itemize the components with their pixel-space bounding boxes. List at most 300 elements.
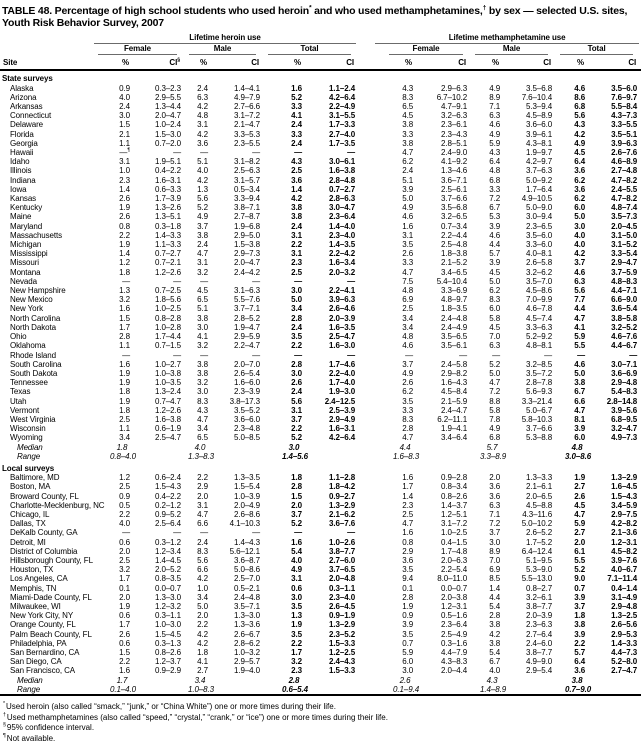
value-cell: 3.1–5.0 (611, 230, 638, 240)
site-cell: Orange County, FL (10, 620, 76, 630)
value-cell: 2.8 (402, 592, 414, 602)
value-cell: 3.7 (402, 359, 414, 369)
footnote-meth: †Used methamphetamines (also called “speed,” “crystal,” “crank,” or “ice”) one or more times during their life. (3, 711, 388, 722)
table-row (0, 547, 641, 556)
value-cell: 2.5–7.0 (234, 574, 260, 584)
value-cell: 3.5–7.3 (611, 212, 638, 222)
value-cell: 2.4–4.8 (234, 592, 260, 602)
site-cell: Kentucky (10, 203, 43, 213)
value-cell: 4.6 (402, 212, 414, 222)
value-cell: 3.6 (402, 555, 414, 565)
value-cell: 3.3 (291, 102, 302, 112)
value-cell: — (347, 528, 356, 538)
value-cell: 1.1 (119, 341, 130, 351)
value-cell: 1.9 (119, 396, 130, 406)
value-cell: 1.6–3.0 (329, 341, 356, 351)
value-cell: 3.9–7.6 (611, 555, 638, 565)
site-cell: Baltimore, MD (10, 473, 60, 483)
group-header-row (0, 33, 641, 44)
table-row (0, 473, 641, 482)
value-cell: 4.0–8.1 (526, 249, 553, 259)
value-cell: 4.7 (574, 313, 586, 323)
meth-group-header: Lifetime methamphetamine use (359, 33, 641, 44)
value-cell: 2.9–5.4 (526, 666, 553, 676)
value-cell: 8.3 (197, 546, 208, 556)
value-cell: 2.7–6.4 (526, 629, 553, 639)
summary-value-cell: 4.8 (571, 442, 583, 452)
value-cell: 3.7–7.1 (234, 304, 260, 314)
value-cell: 2.3–5.2 (329, 629, 356, 639)
value-cell: 2.6–6.7 (234, 629, 260, 639)
value-cell: 1.2 (119, 258, 130, 268)
value-cell: 2.0–3.9 (526, 611, 553, 621)
value-cell: 1.5–3.3 (329, 638, 356, 648)
value-cell: 4.9–10.5 (521, 194, 553, 204)
value-cell: — (122, 276, 130, 286)
value-cell: 4.2–8.2 (611, 519, 638, 529)
value-cell: 0.4–2.2 (155, 166, 181, 176)
value-cell: 1.5 (119, 648, 130, 657)
value-cell: 4.0 (197, 166, 208, 176)
value-cell: 1.9 (119, 368, 130, 378)
site-cell: Florida (10, 129, 34, 139)
value-cell: 5.5 (574, 555, 586, 565)
value-cell: 5.7 (489, 249, 501, 259)
value-cell: 1.3–2.6 (155, 203, 181, 213)
value-cell: 5.0 (489, 276, 501, 286)
value-cell: 5.0 (489, 368, 501, 378)
value-cell: 0.4–1.4 (611, 583, 638, 593)
value-cell: 6.8 (489, 433, 501, 443)
value-cell: — (294, 276, 302, 286)
site-cell: San Bernardino, CA (10, 648, 80, 657)
value-cell: 1.0–3.0 (155, 620, 181, 630)
summary-value-cell: 3.0 (288, 442, 300, 452)
value-cell: 4.9 (402, 368, 414, 378)
ci-footnote-marker: § (177, 57, 180, 64)
value-cell: 1.3–2.4 (155, 387, 181, 397)
value-cell: 2.0–3.2 (329, 267, 356, 277)
value-cell: 1.3–3.6 (234, 620, 260, 630)
table-row (0, 157, 641, 166)
value-cell: 2.6 (119, 212, 130, 222)
value-cell: 2.0 (489, 473, 501, 483)
value-cell: 1.4–4.5 (155, 555, 181, 565)
value-cell: 3.9 (402, 620, 414, 630)
value-cell: 3.6 (574, 184, 586, 194)
value-cell: 4.1 (197, 332, 208, 342)
value-cell: 4.7 (402, 519, 414, 529)
value-cell: 1.0–2.4 (155, 120, 181, 130)
table-row (0, 387, 641, 396)
value-cell: — (492, 350, 501, 360)
value-cell: 4.4–7.1 (611, 286, 638, 296)
value-cell: 3.1–8.2 (234, 157, 260, 167)
value-cell: 2.6–7.6 (611, 148, 638, 158)
value-cell: 4.9–7.9 (234, 92, 260, 102)
value-cell: 1.4 (489, 583, 501, 593)
site-cell: Vermont (10, 405, 40, 415)
value-cell: 4.2 (197, 638, 208, 648)
value-cell: 3.5–5.1 (611, 129, 638, 139)
value-cell: 1.6 (119, 666, 130, 676)
value-cell: — (173, 276, 181, 286)
value-cell: 5.0–8.6 (234, 565, 260, 575)
value-cell: 6.4–12.4 (521, 546, 553, 556)
value-cell: 3.7–6.6 (526, 424, 553, 434)
value-cell: 1.8 (574, 611, 586, 621)
value-cell: 2.9–4.9 (329, 414, 356, 424)
meth-female-header: Female (359, 44, 471, 55)
data-table (0, 33, 641, 696)
value-cell: 5.1 (402, 175, 414, 185)
value-cell: 4.7 (402, 267, 414, 277)
table-row (0, 323, 641, 332)
site-cell: Maryland (10, 221, 43, 231)
value-cell: 2.6–5.8 (526, 258, 553, 268)
value-cell: 4.3 (574, 120, 586, 130)
table-row (0, 556, 641, 565)
value-cell: 4.9 (291, 565, 302, 575)
value-cell: 1.0–3.2 (234, 648, 260, 657)
value-cell: 4.1 (291, 111, 302, 121)
site-cell: Tennessee (10, 378, 48, 388)
site-cell: New York City, NY (10, 611, 74, 621)
table-row (0, 222, 641, 231)
table-row (0, 166, 641, 175)
value-cell: 6.1 (574, 546, 586, 556)
value-cell: 1.7–6.4 (526, 184, 553, 194)
value-cell: 5.0 (402, 194, 414, 204)
value-cell: 5.5–7.6 (234, 295, 260, 305)
table-row (0, 528, 641, 537)
site-cell: Houston, TX (10, 565, 54, 575)
value-cell: 4.0 (291, 555, 302, 565)
site-cell: New York (10, 304, 43, 314)
title-line2: Youth Risk Behavior Survey, 2007 (2, 17, 164, 29)
value-cell: 7.6–10.4 (521, 92, 553, 102)
value-cell: 3.4 (197, 424, 208, 434)
value-cell: 3.0–6.1 (329, 157, 356, 167)
site-cell: DeKalb County, GA (10, 528, 78, 538)
value-cell: 4.7 (489, 378, 501, 388)
value-cell: 3.3–6.0 (526, 240, 553, 250)
value-cell: 0.9 (402, 611, 414, 621)
value-cell: 5.2 (291, 433, 302, 443)
value-cell: 2.4–4.3 (329, 657, 356, 667)
value-cell: 3.8–7.7 (526, 601, 553, 611)
value-cell: 2.0 (119, 592, 130, 602)
value-cell: 3.2–6.2 (526, 267, 553, 277)
summary-value-cell: 3.3–8.9 (480, 451, 507, 461)
value-cell: 2.2 (119, 230, 130, 240)
value-cell: 1.0–2.7 (155, 359, 181, 369)
value-cell: 3.4–5.9 (611, 500, 638, 510)
value-cell: 5.0–9.2 (526, 175, 553, 185)
value-cell: 5.6 (197, 555, 208, 565)
value-cell: 6.2 (489, 286, 501, 296)
value-cell: 5.0–9.0 (526, 203, 553, 213)
value-cell: 3.1 (197, 500, 208, 510)
value-cell: 1.3–3.3 (526, 473, 553, 483)
value-cell: 2.6–8.6 (234, 509, 260, 519)
value-cell: 1.5–4.3 (155, 482, 181, 492)
value-cell: 1.6–3.5 (329, 322, 356, 332)
value-cell: 5.3–9.4 (526, 102, 553, 112)
value-cell: 3.8–7.7 (329, 546, 356, 556)
value-cell: 4.1 (197, 657, 208, 667)
value-cell: 1.9 (291, 620, 302, 630)
value-cell: 3.2 (291, 657, 302, 667)
value-cell: 0.5–2.1 (234, 583, 260, 593)
summary-row (0, 685, 641, 695)
table-row (0, 286, 641, 295)
value-cell: 2.9–4.8 (611, 601, 638, 611)
title-line1: TABLE 48. Percentage of high school students who used heroin* and who used methamphetamines,† by sex — selected U.S. sites, (2, 4, 628, 17)
value-cell: 3.6–6.0 (526, 120, 553, 130)
value-cell: 2.5 (119, 555, 130, 565)
summary-value-cell: 4.0 (194, 442, 206, 452)
value-cell: 2.4–5.5 (611, 184, 638, 194)
value-cell: 2.0–3.8 (441, 592, 468, 602)
value-cell: 5.7 (574, 648, 586, 657)
value-cell: 4.8 (197, 111, 208, 121)
value-cell: 1.9 (574, 473, 586, 483)
value-cell: 3.8–7.7 (526, 648, 553, 657)
value-cell: 4.4–7.9 (441, 648, 468, 657)
value-cell: 3.7 (489, 528, 501, 538)
value-cell: 7.1 (489, 102, 501, 112)
value-cell: 0.8–2.7 (526, 583, 553, 593)
value-cell: 3.3 (489, 184, 501, 194)
value-cell: 2.4–4.8 (441, 313, 468, 323)
value-cell: 1.7–5.2 (526, 537, 553, 547)
site-cell: Nevada (10, 276, 37, 286)
value-cell: 1.9–6.8 (234, 221, 260, 231)
value-cell: 6.2 (574, 194, 586, 204)
ci-header: CI (589, 55, 641, 70)
value-cell: 1.5 (291, 491, 302, 501)
value-cell: 1.3–5.1 (155, 212, 181, 222)
value-cell: 4.4–7.3 (611, 648, 638, 657)
value-cell: 3.4–6.5 (441, 267, 468, 277)
value-cell: 3.2–8.5 (526, 359, 553, 369)
value-cell: 2.8–4.8 (329, 175, 356, 185)
table-row (0, 341, 641, 350)
value-cell: 2.5–6.4 (155, 519, 181, 529)
value-cell: 1.6–3.1 (329, 424, 356, 434)
value-cell: 2.0–4.7 (234, 258, 260, 268)
value-cell: 2.8–5.2 (234, 313, 260, 323)
value-cell: 0.9–2.8 (441, 473, 468, 483)
value-cell: 4.9 (574, 138, 586, 148)
value-cell: 4.9 (402, 203, 414, 213)
value-cell: 6.7–10.2 (436, 92, 468, 102)
summary-value-cell: 2.8 (288, 675, 300, 685)
value-cell: 3.3–5.3 (234, 129, 260, 139)
value-cell: 2.5 (402, 509, 414, 519)
value-cell: 6.6 (574, 396, 586, 406)
value-cell: 4.8 (402, 286, 414, 296)
table-row (0, 501, 641, 510)
value-cell: 3.6–5.4 (611, 304, 638, 314)
value-cell: 7.0 (489, 555, 501, 565)
value-cell: 1.3–2.9 (329, 620, 356, 630)
value-cell: 3.1–7.2 (234, 111, 260, 121)
site-cell: Kansas (10, 194, 37, 204)
value-cell: 1.2–5.1 (441, 509, 468, 519)
value-cell: 1.5 (119, 120, 130, 130)
summary-label: Range (17, 451, 41, 461)
value-cell: 2.4–6.0 (526, 638, 553, 648)
value-cell: 1.2–3.4 (155, 546, 181, 556)
value-cell: — (577, 350, 586, 360)
value-cell: — (252, 528, 260, 538)
value-cell: 1.7 (291, 648, 302, 657)
summary-value-cell: 3.0–8.6 (565, 451, 592, 461)
table-row (0, 212, 641, 221)
ci-header: CI (212, 55, 264, 70)
value-cell: 4.6 (574, 267, 586, 277)
value-cell: 5.6–9.3 (526, 387, 553, 397)
value-cell: 4.1 (574, 322, 586, 332)
value-cell: 3.5–6.0 (611, 83, 638, 93)
summary-value-cell: 1.8 (116, 442, 128, 452)
value-cell: 2.6 (402, 378, 414, 388)
value-cell: 1.7–4.0 (329, 378, 356, 388)
footnotes (0, 702, 641, 744)
value-cell: 3.2–6.3 (441, 111, 468, 121)
value-cell: 2.3 (119, 175, 130, 185)
value-cell: 4.7–8.2 (611, 175, 638, 185)
summary-value-cell: 1.0–8.3 (188, 684, 214, 694)
value-cell: 2.2 (291, 638, 302, 648)
pct-header: % (185, 55, 212, 70)
value-cell: 4.5–8.9 (526, 111, 553, 121)
value-cell: 4.8–9.7 (441, 295, 468, 305)
value-cell: 6.2 (574, 175, 586, 185)
footnote-heroin: *Used heroin (also called “smack,” “junk,” or “China White”) one or more times during their life. (3, 701, 336, 712)
value-cell: 3.9 (489, 258, 501, 268)
value-cell: 0.4–2.2 (155, 491, 181, 501)
table-row (0, 433, 641, 442)
value-cell: 1.5–3.8 (234, 240, 260, 250)
value-cell: 3.6–7.6 (329, 519, 356, 529)
value-cell: 7.2 (489, 194, 501, 204)
value-cell: 5.0 (574, 212, 586, 222)
value-cell: 2.5–4.9 (441, 629, 468, 639)
value-cell: 2.7–4.7 (611, 666, 638, 676)
value-cell: 1.2–3.1 (441, 601, 468, 611)
value-cell: 2.2 (197, 620, 208, 630)
value-cell: 1.8 (119, 405, 130, 415)
value-cell: 2.4 (291, 387, 302, 397)
value-cell: 2.7–6.0 (329, 555, 356, 565)
value-cell: 3.5 (402, 396, 414, 406)
value-cell: 5.9 (574, 332, 586, 342)
site-cell: Ohio (10, 332, 27, 342)
value-cell: 2.2 (291, 341, 302, 351)
value-cell: — (200, 276, 208, 286)
table-row (0, 351, 641, 360)
section-header-row (0, 70, 641, 83)
value-cell: 6.2–11.1 (437, 414, 468, 424)
value-cell: 0.8–2.8 (155, 313, 181, 323)
value-cell: 1.8–4.2 (329, 482, 356, 492)
table-row (0, 102, 641, 111)
value-cell: 3.6–6.0 (234, 414, 260, 424)
value-cell: 1.2 (119, 473, 130, 483)
value-cell: 2.3–3.9 (234, 387, 260, 397)
value-cell: 8.3 (489, 295, 501, 305)
value-cell: 7.2 (489, 519, 501, 529)
value-cell: 5.0–6.7 (526, 405, 553, 415)
value-cell: 2.5–6.3 (234, 166, 260, 176)
summary-value-cell: 1.6–8.3 (393, 451, 420, 461)
value-cell: 7.1 (489, 509, 501, 519)
value-cell: 1.4–4.0 (329, 221, 356, 231)
table-row (0, 369, 641, 378)
value-cell: 2.9–5.3 (611, 629, 638, 639)
table-row (0, 565, 641, 574)
value-cell: 1.6–4.3 (441, 378, 468, 388)
table-row (0, 482, 641, 491)
table-row (0, 639, 641, 648)
value-cell: 1.0 (197, 583, 208, 593)
value-cell: 0.7–2.0 (155, 138, 181, 148)
value-cell: 2.6 (119, 194, 130, 204)
pct-header: % (556, 55, 589, 70)
value-cell: 3.8 (197, 359, 208, 369)
value-cell: 0.6–3.3 (155, 184, 181, 194)
value-cell: 1.5–4.3 (611, 491, 638, 501)
value-cell: 3.5 (291, 601, 302, 611)
value-cell: 4.7 (197, 414, 208, 424)
value-cell: 0.8–3.4 (441, 482, 468, 492)
value-cell: 3.8 (291, 203, 302, 213)
value-cell: 3.4 (402, 322, 414, 332)
value-cell: 4.5 (489, 267, 501, 277)
table-row (0, 176, 641, 185)
value-cell: 4.2 (197, 129, 208, 139)
value-cell: 6.3 (574, 276, 586, 286)
value-cell: 0.6–1.9 (155, 424, 181, 434)
value-cell: 4.7 (402, 148, 414, 158)
section-header: State surveys (2, 74, 53, 84)
value-cell: 4.9–9.0 (526, 657, 553, 667)
value-cell: 1.4–4.1 (234, 83, 260, 93)
pct-header: % (110, 55, 134, 70)
value-cell: 6.0 (574, 203, 586, 213)
value-cell: 3.9 (402, 184, 414, 194)
value-cell: 4.9 (197, 212, 208, 222)
value-cell: 0.7–4.7 (155, 396, 181, 406)
value-cell: 1.7–4.8 (441, 546, 468, 556)
value-cell: 3.9 (574, 592, 586, 602)
value-cell: — (347, 276, 356, 286)
value-cell: 2.2–4.0 (329, 368, 356, 378)
value-cell: 4.2–6.4 (329, 433, 356, 443)
value-cell: 0.8–2.6 (441, 491, 468, 501)
value-cell: 1.6–6.0 (234, 378, 260, 388)
value-cell: 2.8–14.8 (606, 396, 638, 406)
value-cell: 4.2–6.4 (329, 92, 356, 102)
value-cell: 1.9 (402, 601, 414, 611)
value-cell: 0.6 (291, 583, 302, 593)
value-cell: 2.4–12.5 (324, 396, 356, 406)
site-cell: Indiana (10, 175, 36, 185)
value-cell: 9.0 (574, 574, 586, 584)
